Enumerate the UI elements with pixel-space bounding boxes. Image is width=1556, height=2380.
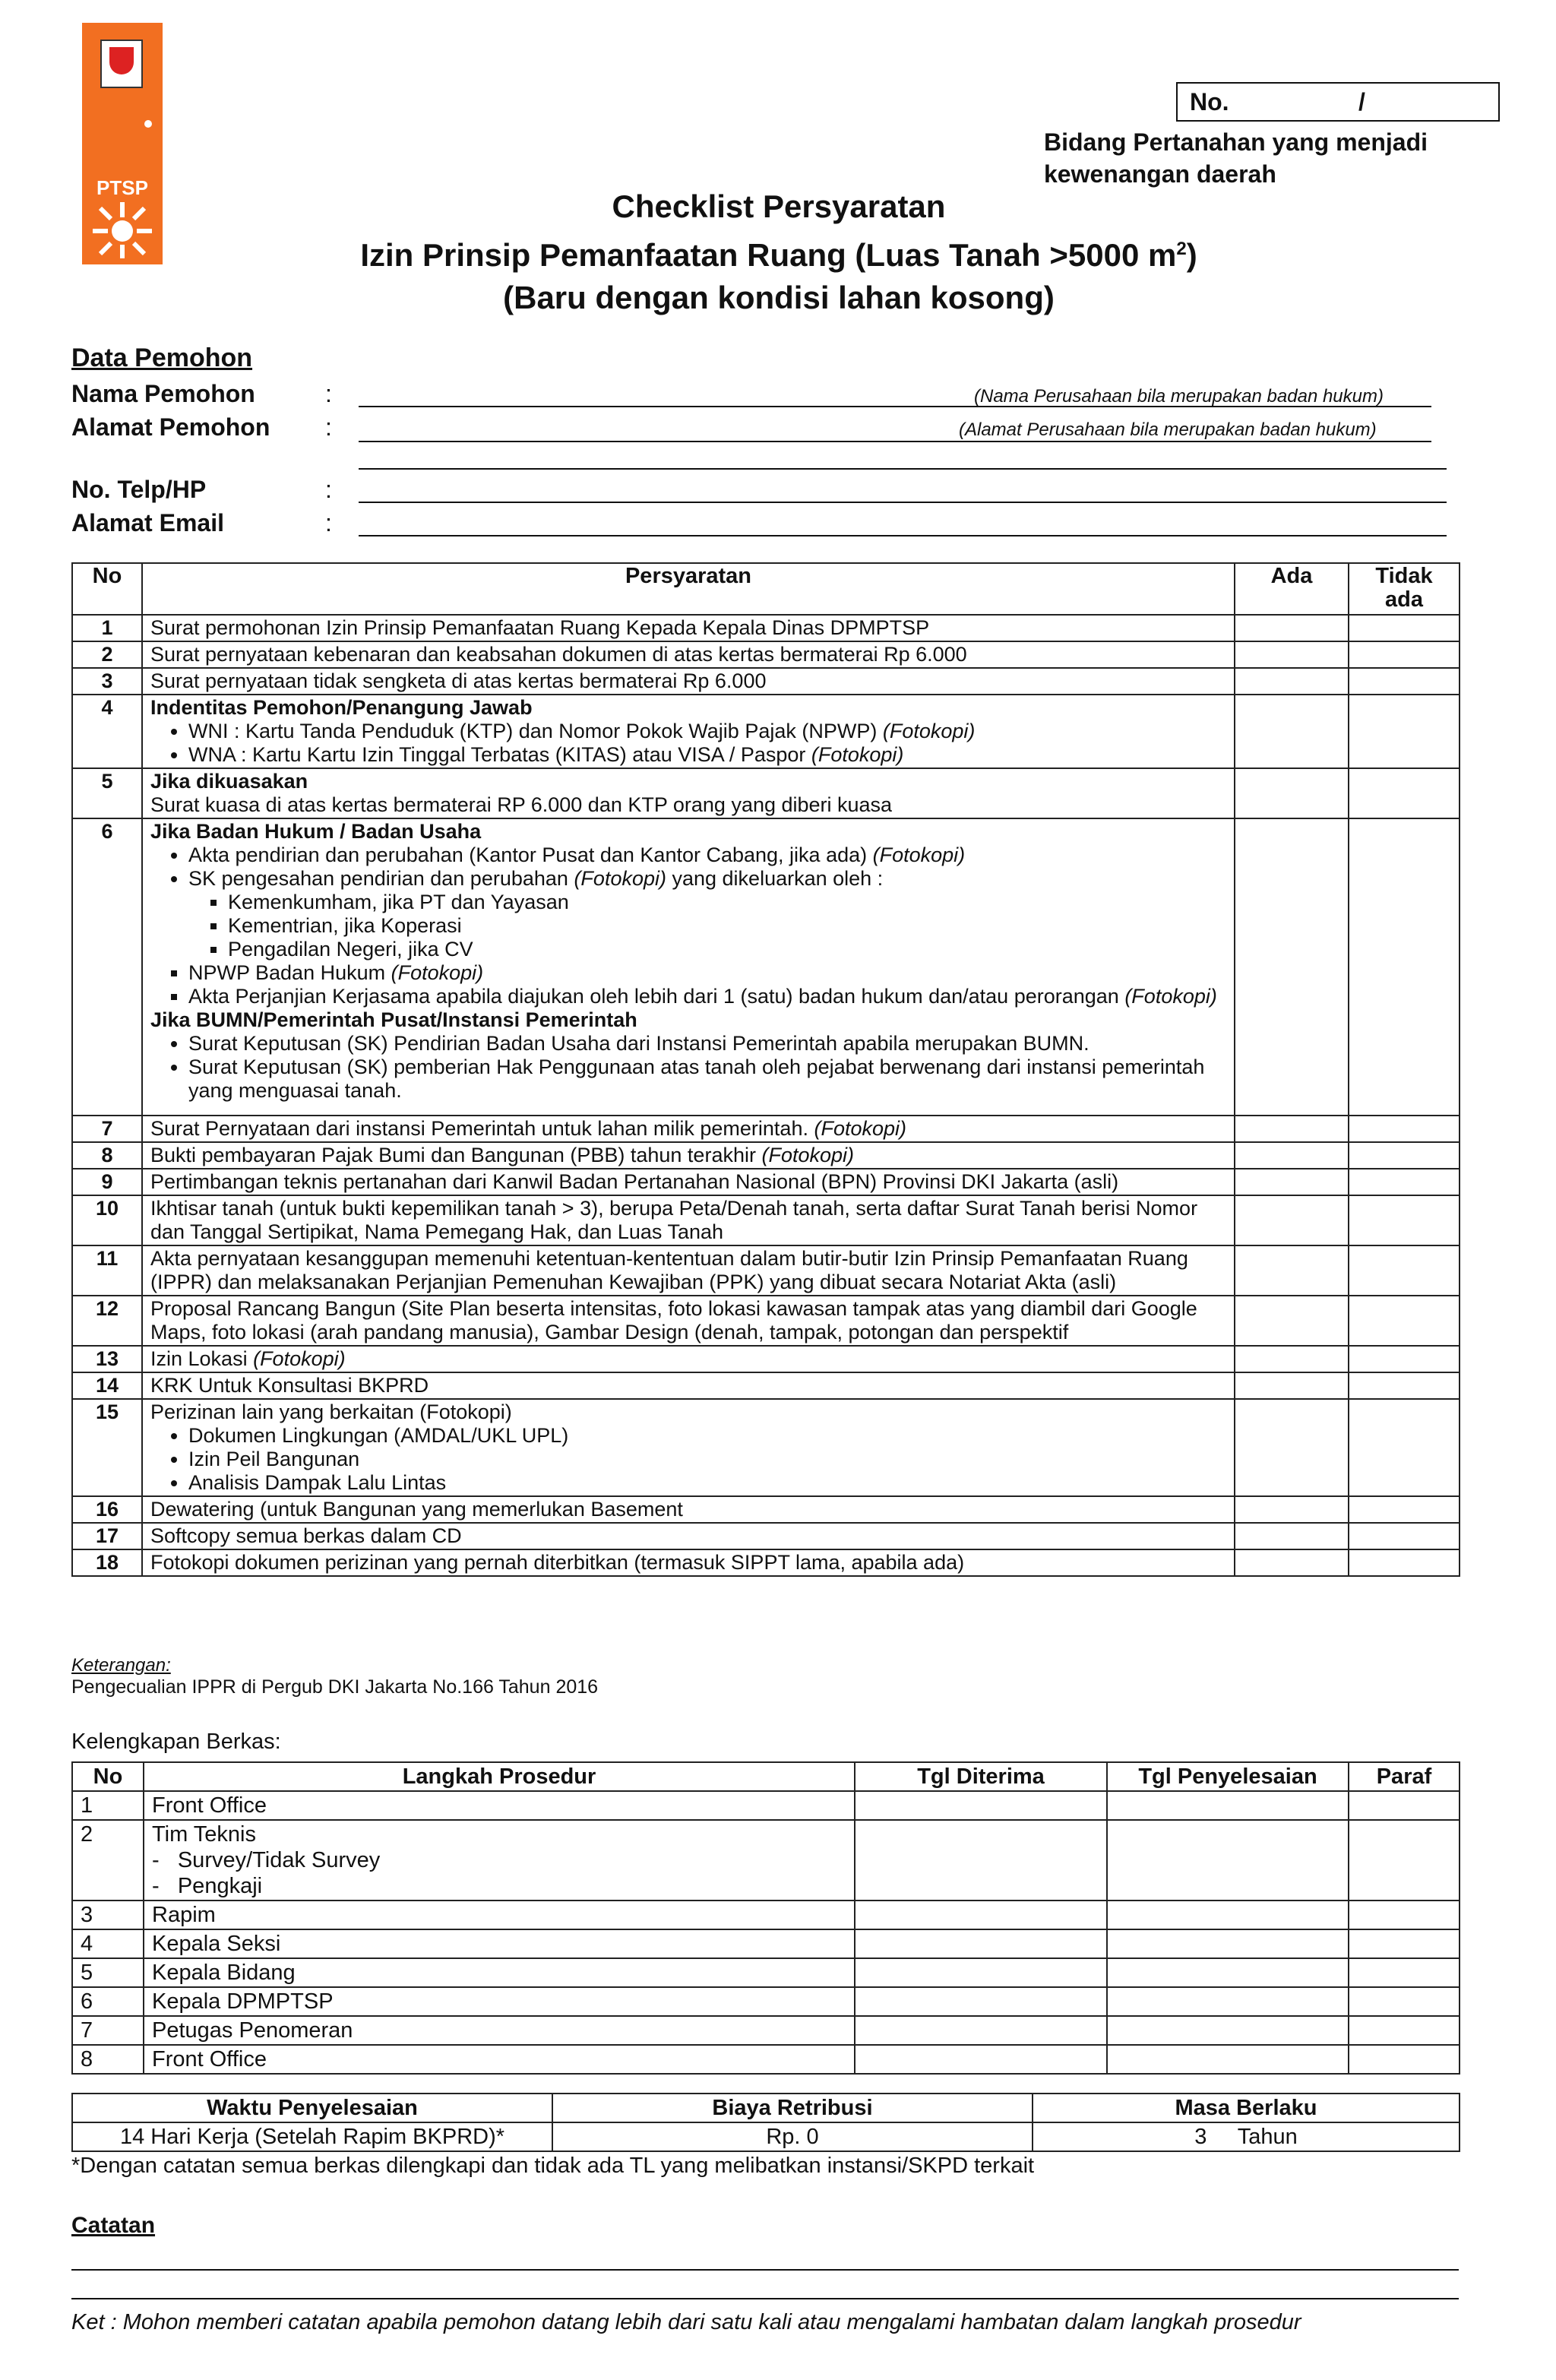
table-row: 7 Surat Pernyataan dari instansi Pemerintah untuk lahan milik pemerintah. (Fotokopi)	[72, 1116, 1460, 1142]
paraf-cell[interactable]	[1349, 1901, 1460, 1929]
tgl-diterima-cell[interactable]	[855, 1820, 1107, 1901]
ada-checkbox[interactable]	[1235, 1346, 1349, 1372]
tidak-ada-checkbox[interactable]	[1349, 1296, 1460, 1346]
table-row: 3 Rapim	[72, 1901, 1460, 1929]
paraf-cell[interactable]	[1349, 1958, 1460, 1987]
ada-checkbox[interactable]	[1235, 1195, 1349, 1245]
keterangan-label: Keterangan:	[71, 1655, 171, 1676]
table-row: 16 Dewatering (untuk Bangunan yang memerlukan Basement	[72, 1496, 1460, 1523]
table-row: 1 Surat permohonan Izin Prinsip Pemanfaatan Ruang Kepada Kepala Dinas DPMPTSP	[72, 615, 1460, 641]
tgl-penyelesaian-cell[interactable]	[1107, 2016, 1349, 2045]
document-number-box[interactable]	[1176, 82, 1500, 122]
paraf-cell[interactable]	[1349, 1820, 1460, 1901]
tidak-ada-checkbox[interactable]	[1349, 1523, 1460, 1549]
col-persyaratan: Persyaratan	[142, 563, 1235, 615]
ptsp-logo	[82, 23, 163, 264]
footnote: *Dengan catatan semua berkas dilengkapi dan tidak ada TL yang melibatkan instansi/SKPD terkait	[71, 2154, 1035, 2178]
colon: :	[325, 380, 332, 407]
title-line-2: Izin Prinsip Pemanfaatan Ruang (Luas Tanah >5000 $m^2$)	[360, 237, 1197, 273]
tgl-diterima-cell[interactable]	[855, 1901, 1107, 1929]
table-row: 4 Indentitas Pemohon/Penangung Jawab • WNI : Kartu Tanda Penduduk (KTP) dan Nomor Pokok Wajib Pajak (NPWP) (Fotokopi) • WNA : Kartu Kartu Izin Tinggal Terbatas (KITAS) atau VISA / Paspor (Fotokopi)	[72, 695, 1460, 768]
tgl-diterima-cell[interactable]	[855, 1987, 1107, 2016]
no-label: No.	[1190, 88, 1229, 116]
table-row: 8 Front Office	[72, 2045, 1460, 2074]
tgl-diterima-cell[interactable]	[855, 1929, 1107, 1958]
tidak-ada-checkbox[interactable]	[1349, 1142, 1460, 1169]
tidak-ada-checkbox[interactable]	[1349, 768, 1460, 818]
table-row: 6 Kepala DPMPTSP	[72, 1987, 1460, 2016]
email-input[interactable]	[359, 535, 1447, 536]
tidak-ada-checkbox[interactable]	[1349, 1549, 1460, 1576]
logo-text: PTSP	[96, 176, 148, 199]
tgl-penyelesaian-cell[interactable]	[1107, 1820, 1349, 1901]
title-line-1: Checklist Persyaratan	[612, 188, 946, 224]
keterangan-text: Pengecualian IPPR di Pergub DKI Jakarta No.166 Tahun 2016	[71, 1676, 599, 1698]
ada-checkbox[interactable]	[1235, 641, 1349, 668]
tidak-ada-checkbox[interactable]	[1349, 1346, 1460, 1372]
masa-value: 3 Tahun	[1033, 2122, 1460, 2151]
alamat-hint: (Alamat Perusahaan bila merupakan badan hukum)	[959, 419, 1377, 440]
kelengkapan-label: Kelengkapan Berkas:	[71, 1730, 281, 1754]
table-row	[72, 2122, 1460, 2151]
tgl-penyelesaian-cell[interactable]	[1107, 1901, 1349, 1929]
table-row: 1 Front Office	[72, 1791, 1460, 1820]
ada-checkbox[interactable]	[1235, 1523, 1349, 1549]
ada-checkbox[interactable]	[1235, 668, 1349, 695]
telp-input[interactable]	[359, 502, 1447, 503]
table-row: 2 Surat pernyataan kebenaran dan keabsahan dokumen di atas kertas bermaterai Rp 6.000	[72, 641, 1460, 668]
tgl-penyelesaian-cell[interactable]	[1107, 1929, 1349, 1958]
catatan-line-1[interactable]	[71, 2269, 1459, 2271]
paraf-cell[interactable]	[1349, 2016, 1460, 2045]
ada-checkbox[interactable]	[1235, 695, 1349, 768]
waktu-value: 14 Hari Kerja (Setelah Rapim BKPRD)*	[72, 2122, 552, 2151]
table-row: 12 Proposal Rancang Bangun (Site Plan beserta intensitas, foto lokasi kawasan tampak atas yang diambil dari Google Maps, foto lokasi (arah pandang manusia), Gambar Design (denah, tampak, potongan dan perspektif	[72, 1296, 1460, 1346]
tidak-ada-checkbox[interactable]	[1349, 1372, 1460, 1399]
tgl-penyelesaian-cell[interactable]	[1107, 2045, 1349, 2074]
paraf-cell[interactable]	[1349, 2045, 1460, 2074]
dki-seal-icon	[100, 40, 143, 88]
data-pemohon-heading: Data Pemohon	[71, 343, 253, 372]
ada-checkbox[interactable]	[1235, 1296, 1349, 1346]
tgl-diterima-cell[interactable]	[855, 1958, 1107, 1987]
paraf-cell[interactable]	[1349, 1929, 1460, 1958]
telp-label: No. Telp/HP	[71, 476, 207, 503]
alamat-input[interactable]	[359, 441, 1431, 442]
no-slash: /	[1358, 88, 1365, 116]
tidak-ada-checkbox[interactable]	[1349, 818, 1460, 1116]
table-header-row: No Langkah Prosedur Tgl Diterima Tgl Penyelesaian Paraf	[72, 1762, 1460, 1791]
table-row: 10 Ikhtisar tanah (untuk bukti kepemilikan tanah > 3), berupa Peta/Denah tanah, serta daftar Surat Tanah berisi Nomor dan Tanggal Sertipikat, Nama Pemegang Hak, dan Luas Tanah	[72, 1195, 1460, 1245]
tidak-ada-checkbox[interactable]	[1349, 695, 1460, 768]
paraf-cell[interactable]	[1349, 1987, 1460, 2016]
table-row: 7 Petugas Penomeran	[72, 2016, 1460, 2045]
table-row: 2 Tim Teknis - Survey/Tidak Survey - Pengkaji	[72, 1820, 1460, 1901]
tidak-ada-checkbox[interactable]	[1349, 1169, 1460, 1195]
ptsp-sun-icon	[90, 199, 155, 260]
ada-checkbox[interactable]	[1235, 768, 1349, 818]
tgl-penyelesaian-cell[interactable]	[1107, 1987, 1349, 2016]
ada-checkbox[interactable]	[1235, 1169, 1349, 1195]
fee-table	[71, 2093, 1460, 2152]
biaya-value: Rp. 0	[552, 2122, 1033, 2151]
title-line-3: (Baru dengan kondisi lahan kosong)	[503, 280, 1055, 315]
table-row: 6 Jika Badan Hukum / Badan Usaha • Akta pendirian dan perubahan (Kantor Pusat dan Kantor Cabang, jika ada) (Fotokopi) • SK pengesahan pendirian dan perubahan (Fotokopi) yang dikeluarkan oleh : ▪ Kemenkumham, jika PT dan Yayasan ▪ Kementrian, jika Koperasi ▪ Pengadilan Negeri, jika CV ▪ NPWP Badan Hukum (Fotokopi) ▪ Akta Perjanjian Kerjasama apabila diajukan oleh lebih dari 1 (satu) badan hukum dan/atau perorangan (Fotokopi) Jika BUMN/Pemerintah Pusat/Instansi Pemerintah • Surat Keputusan (SK) Pendirian Badan Usaha dari Instansi Pemerintah apabila merupakan BUMN. • Surat Keputusan (SK) pemberian Hak Penggunaan atas tanah oleh pejabat berwenang dari instansi pemerintah yang menguasai tanah.	[72, 818, 1460, 1116]
email-label: Alamat Email	[71, 509, 224, 536]
col-ada: Ada	[1235, 563, 1349, 615]
col-no: No	[72, 563, 142, 615]
tidak-ada-checkbox[interactable]	[1349, 668, 1460, 695]
colon: :	[325, 509, 332, 536]
table-row: 11 Akta pernyataan kesanggupan memenuhi ketentuan-kententuan dalam butir-butir Izin Prinsip Pemanfaatan Ruang (IPPR) dan melaksanakan Perjanjian Pemenuhan Kewajiban (PPK) yang dibuat secara Notariat Akta (asli)	[72, 1245, 1460, 1296]
alamat-input-line-2[interactable]	[359, 468, 1447, 470]
paraf-cell[interactable]	[1349, 1791, 1460, 1820]
tidak-ada-checkbox[interactable]	[1349, 615, 1460, 641]
table-row: 18 Fotokopi dokumen perizinan yang pernah diterbitkan (termasuk SIPPT lama, apabila ada)	[72, 1549, 1460, 1576]
alamat-label: Alamat Pemohon	[71, 413, 270, 441]
tidak-ada-checkbox[interactable]	[1349, 1399, 1460, 1496]
colon: :	[325, 476, 332, 503]
ada-checkbox[interactable]	[1235, 1142, 1349, 1169]
tgl-diterima-cell[interactable]	[855, 1791, 1107, 1820]
table-row: 8 Bukti pembayaran Pajak Bumi dan Bangunan (PBB) tahun terakhir (Fotokopi)	[72, 1142, 1460, 1169]
ada-checkbox[interactable]	[1235, 818, 1349, 1116]
colon: :	[325, 413, 332, 441]
table-row: 13 Izin Lokasi (Fotokopi)	[72, 1346, 1460, 1372]
ada-checkbox[interactable]	[1235, 1549, 1349, 1576]
col-tidak-ada: Tidak ada	[1349, 563, 1460, 615]
table-header-row: Waktu Penyelesaian Biaya Retribusi Masa Berlaku	[72, 2094, 1460, 2122]
ada-checkbox[interactable]	[1235, 1399, 1349, 1496]
table-row: 4 Kepala Seksi	[72, 1929, 1460, 1958]
requirements-table	[71, 562, 1460, 1577]
table-row: 14 KRK Untuk Konsultasi BKPRD	[72, 1372, 1460, 1399]
tgl-diterima-cell[interactable]	[855, 2016, 1107, 2045]
table-row: 17 Softcopy semua berkas dalam CD	[72, 1523, 1460, 1549]
logo-dot	[144, 120, 152, 128]
ada-checkbox[interactable]	[1235, 1116, 1349, 1142]
nama-label: Nama Pemohon	[71, 380, 255, 407]
procedure-table	[71, 1761, 1460, 2075]
catatan-line-2[interactable]	[71, 2298, 1459, 2299]
tidak-ada-checkbox[interactable]	[1349, 641, 1460, 668]
table-row: 9 Pertimbangan teknis pertanahan dari Kanwil Badan Pertanahan Nasional (BPN) Provinsi DKI Jakarta (asli)	[72, 1169, 1460, 1195]
tidak-ada-checkbox[interactable]	[1349, 1116, 1460, 1142]
tidak-ada-checkbox[interactable]	[1349, 1195, 1460, 1245]
tgl-penyelesaian-cell[interactable]	[1107, 1791, 1349, 1820]
table-row: 5 Kepala Bidang	[72, 1958, 1460, 1987]
ada-checkbox[interactable]	[1235, 1372, 1349, 1399]
table-row: 3 Surat pernyataan tidak sengketa di atas kertas bermaterai Rp 6.000	[72, 668, 1460, 695]
table-header-row	[72, 563, 1460, 615]
ket-bottom: Ket : Mohon memberi catatan apabila pemohon datang lebih dari satu kali atau mengalami hambatan dalam langkah prosedur	[71, 2310, 1301, 2334]
tidak-ada-checkbox[interactable]	[1349, 1496, 1460, 1523]
tidak-ada-checkbox[interactable]	[1349, 1245, 1460, 1296]
bidang-label: Bidang Pertanahan yang menjadi kewenangan daerah	[1044, 128, 1428, 188]
page-title	[228, 185, 1330, 319]
nama-hint: (Nama Perusahaan bila merupakan badan hukum)	[974, 386, 1384, 407]
ada-checkbox[interactable]	[1235, 1245, 1349, 1296]
tgl-diterima-cell[interactable]	[855, 2045, 1107, 2074]
table-row: 15 Perizinan lain yang berkaitan (Fotokopi) • Dokumen Lingkungan (AMDAL/UKL UPL) • Izin Peil Bangunan • Analisis Dampak Lalu Lintas	[72, 1399, 1460, 1496]
catatan-heading: Catatan	[71, 2213, 156, 2238]
ada-checkbox[interactable]	[1235, 615, 1349, 641]
tgl-penyelesaian-cell[interactable]	[1107, 1958, 1349, 1987]
ada-checkbox[interactable]	[1235, 1496, 1349, 1523]
table-row: 5 Jika dikuasakan Surat kuasa di atas kertas bermaterai RP 6.000 dan KTP orang yang diberi kuasa	[72, 768, 1460, 818]
